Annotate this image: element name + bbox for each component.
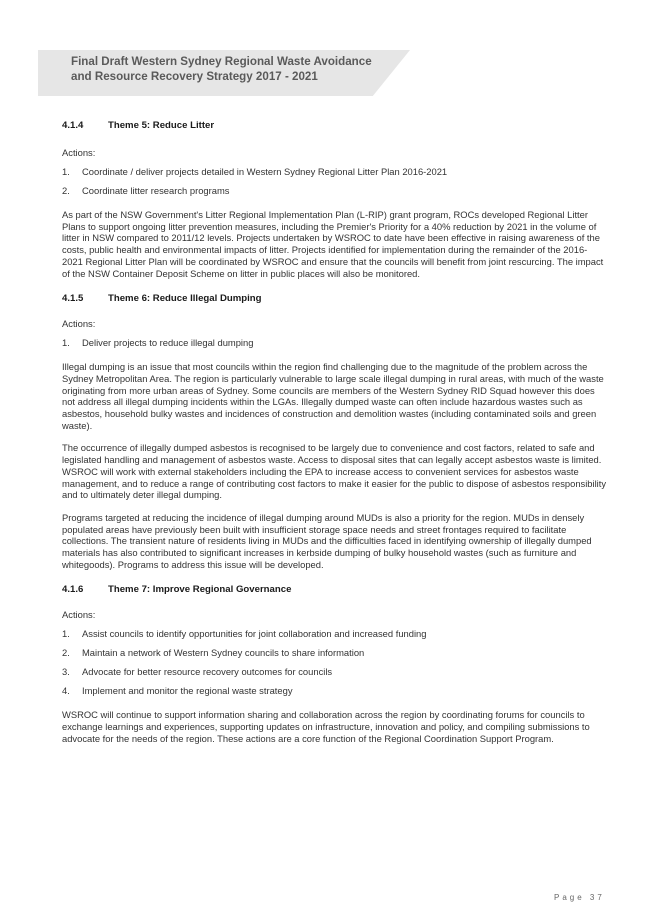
section-number: 4.1.6	[62, 584, 84, 596]
actions-label: Actions:	[62, 318, 96, 330]
actions-list	[62, 337, 608, 349]
paragraph: As part of the NSW Government's Litter Regional Implementation Plan (L-RIP) grant program, ROCs developed Regional Litter Plans to support ongoing litter prevention measures, including the Premier's Priority for a 40% reduction by 2021 in the volume of litter in NSW compared to 2011/12 levels. Projects undertaken by WSROC to date have been effective in raising awareness of the costs, public health and environmental impacts of litter. Projects identified for implementation during the remainder of the 2016-2021 Regional Litter Plan will be coordinated by WSROC and ensure that the councils will benefit from joint rescurcing. The impact of the NSW Container Deposit Scheme on litter in public places will also be monitored.	[62, 209, 604, 279]
page-footer	[554, 893, 605, 902]
page-number: 37	[589, 893, 605, 902]
list-text: Maintain a network of Western Sydney councils to share information	[82, 647, 365, 659]
list-number: 2.	[62, 647, 70, 659]
document-title-line1: Final Draft Western Sydney Regional Waste Avoidance	[71, 55, 372, 68]
list-text: Coordinate / deliver projects detailed in Western Sydney Regional Litter Plan 2016-2021	[82, 166, 448, 177]
section-theme-5	[62, 119, 608, 279]
list-item	[62, 185, 608, 197]
list-text: Deliver projects to reduce illegal dumping	[82, 337, 254, 349]
paragraph: Programs targeted at reducing the incidence of illegal dumping around MUDs is also a priority for the region. MUDs in densely populated areas have previously been built with insufficient storage space needs and street frontages required to facilitate collections. The transient nature of residents living in MUDs and the difficulties faced in identifying ownership of illegally dumped materials has also contributed to significant increases in kerbside dumping of bulky household wastes (such as furniture and whitegoods). Programs to address this issue will be developed.	[62, 511, 592, 570]
list-text: Implement and monitor the regional waste strategy	[82, 685, 293, 697]
list-item	[62, 685, 608, 697]
page-label: Page	[554, 893, 585, 902]
section-heading	[62, 292, 608, 305]
document-title	[71, 55, 411, 84]
document-title-line2: and Resource Recovery Strategy 2017 - 2021	[71, 69, 318, 83]
list-text: Assist councils to identify opportunities for joint collaboration and increased funding	[82, 628, 427, 640]
section-title: Theme 6: Reduce Illegal Dumping	[108, 293, 262, 305]
actions-list	[62, 166, 608, 197]
paragraph: Illegal dumping is an issue that most councils within the region find challenging due to the magnitude of the problem across the Sydney Metropolitan Area. The region is particularly vulnerable to large scale illegal dumping in rural areas, with much of the waste originating from more urban areas of Sydney. Some councils are members of the Western Sydney RID Squad however this does not address all illegal dumping incidents within the LGAs. Illegally dumped waste can often include hazardous wastes such as asbestos, household bulky wastes and incidences of construction and demolition wastes (including contaminated soils and green waste).	[62, 361, 604, 431]
list-number: 1.	[62, 166, 70, 177]
list-number: 3.	[62, 666, 70, 678]
section-title: Theme 7: Improve Regional Governance	[108, 584, 292, 596]
list-item	[62, 337, 608, 349]
list-item	[62, 666, 608, 678]
list-text: Coordinate litter research programs	[82, 185, 230, 196]
section-number: 4.1.5	[62, 293, 84, 305]
actions-label: Actions:	[62, 147, 96, 158]
actions-list	[62, 628, 608, 697]
section-number: 4.1.4	[62, 120, 84, 131]
list-item	[62, 647, 608, 659]
list-item	[62, 166, 608, 178]
list-number: 4.	[62, 685, 70, 697]
list-number: 1.	[62, 337, 70, 349]
actions-label: Actions:	[62, 609, 96, 621]
section-heading	[62, 583, 608, 596]
list-item	[62, 628, 608, 640]
section-theme-7	[62, 583, 608, 744]
paragraph: The occurrence of illegally dumped asbestos is recognised to be largely due to convenience and cost factors, related to safe and legislated handling and management of asbestos waste. Access to disposal sites that can legally accept asbestos waste is limited. WSROC will work with external stakeholders including the EPA to increase access to convenient services for asbestos waste management, and to reduce a range of contributing cost factors to make it easier for the public to dispose of asbestos responsibility and to ultimately deter illegal dumping.	[62, 442, 607, 501]
paragraph: WSROC will continue to support information sharing and collaboration across the region by coordinating forums for councils to exchange learnings and experiences, supporting updates on infrastructure, innovation and policy, and compiling submissions to advocate for the needs of the region. These actions are a core function of the Regional Coordination Support Program.	[62, 709, 590, 744]
list-number: 1.	[62, 628, 70, 640]
section-title: Theme 5: Reduce Litter	[108, 120, 215, 131]
list-text: Advocate for better resource recovery outcomes for councils	[82, 666, 333, 678]
list-number: 2.	[62, 185, 70, 196]
page-content	[62, 119, 608, 745]
section-heading	[62, 119, 608, 132]
section-theme-6	[62, 292, 608, 570]
